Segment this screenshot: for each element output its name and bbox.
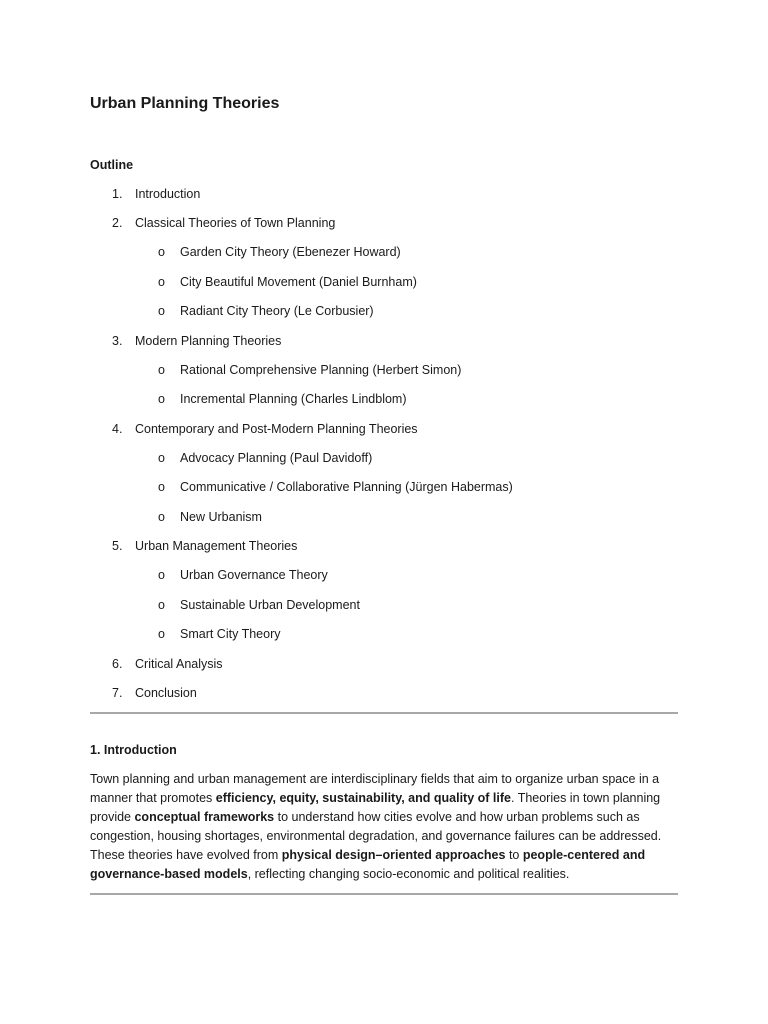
outline-item-number: 2.: [112, 216, 123, 230]
bullet-marker: o: [158, 363, 165, 377]
outline-item-label: Contemporary and Post-Modern Planning Theories: [135, 422, 418, 436]
outline-subitem-label: Radiant City Theory (Le Corbusier): [180, 304, 374, 318]
outline-heading: Outline: [90, 158, 134, 172]
emphasized-text: physical design–oriented approaches: [281, 848, 506, 862]
paragraph-text: Town planning and urban management are interdisciplinary fields that aim to organize urban space in a manner that promotes: [90, 772, 660, 805]
outline-subitem-label: Urban Governance Theory: [180, 568, 328, 582]
outline-subitem-label: City Beautiful Movement (Daniel Burnham): [180, 275, 417, 289]
paragraph-text: to understand how cities evolve and how urban problems such as congestion, housing shortages, environmental degradation, and governance failures can be addressed. These theories have evolved from: [90, 810, 662, 862]
outline-subitem-label: Communicative / Collaborative Planning (Jürgen Habermas): [180, 480, 513, 494]
bullet-marker: o: [158, 451, 165, 465]
document-title: Urban Planning Theories: [90, 95, 280, 112]
emphasized-text: people-centered and governance-based models: [90, 848, 646, 881]
introduction-paragraph: [90, 770, 678, 884]
outline-item-label: Urban Management Theories: [135, 539, 298, 553]
outline-subitem-label: Garden City Theory (Ebenezer Howard): [180, 245, 401, 259]
outline-item-number: 6.: [112, 657, 123, 671]
outline-item-number: 7.: [112, 686, 123, 700]
outline-item-label: Conclusion: [135, 686, 197, 700]
bullet-marker: o: [158, 245, 165, 259]
paragraph-text: , reflecting changing socio-economic and political realities.: [247, 867, 570, 881]
outline-subitem-label: New Urbanism: [180, 510, 262, 524]
bullet-marker: o: [158, 304, 165, 318]
outline-subitem-label: Advocacy Planning (Paul Davidoff): [180, 451, 373, 465]
outline-item-label: Modern Planning Theories: [135, 334, 282, 348]
outline-subitem-label: Sustainable Urban Development: [180, 598, 360, 612]
bullet-marker: o: [158, 510, 165, 524]
outline-subitem-label: Incremental Planning (Charles Lindblom): [180, 392, 407, 406]
section-heading: 1. Introduction: [90, 743, 177, 757]
bullet-marker: o: [158, 568, 165, 582]
outline-item-number: 1.: [112, 187, 123, 201]
bullet-marker: o: [158, 275, 165, 289]
paragraph-text: to: [505, 848, 523, 862]
bullet-marker: o: [158, 598, 165, 612]
outline-item-label: Critical Analysis: [135, 657, 223, 671]
outline-item-label: Introduction: [135, 187, 201, 201]
outline-item-number: 3.: [112, 334, 123, 348]
bullet-marker: o: [158, 480, 165, 494]
divider: [90, 893, 678, 895]
outline-subitem-label: Rational Comprehensive Planning (Herbert Simon): [180, 363, 462, 377]
emphasized-text: conceptual frameworks: [134, 810, 275, 824]
divider: [90, 712, 678, 714]
outline-item-number: 4.: [112, 422, 123, 436]
outline-item-label: Classical Theories of Town Planning: [135, 216, 336, 230]
bullet-marker: o: [158, 627, 165, 641]
bullet-marker: o: [158, 392, 165, 406]
outline-item-number: 5.: [112, 539, 123, 553]
emphasized-text: efficiency, equity, sustainability, and quality of life: [215, 791, 511, 805]
paragraph-text: . Theories in town planning provide: [90, 791, 661, 824]
outline-subitem-label: Smart City Theory: [180, 627, 281, 641]
